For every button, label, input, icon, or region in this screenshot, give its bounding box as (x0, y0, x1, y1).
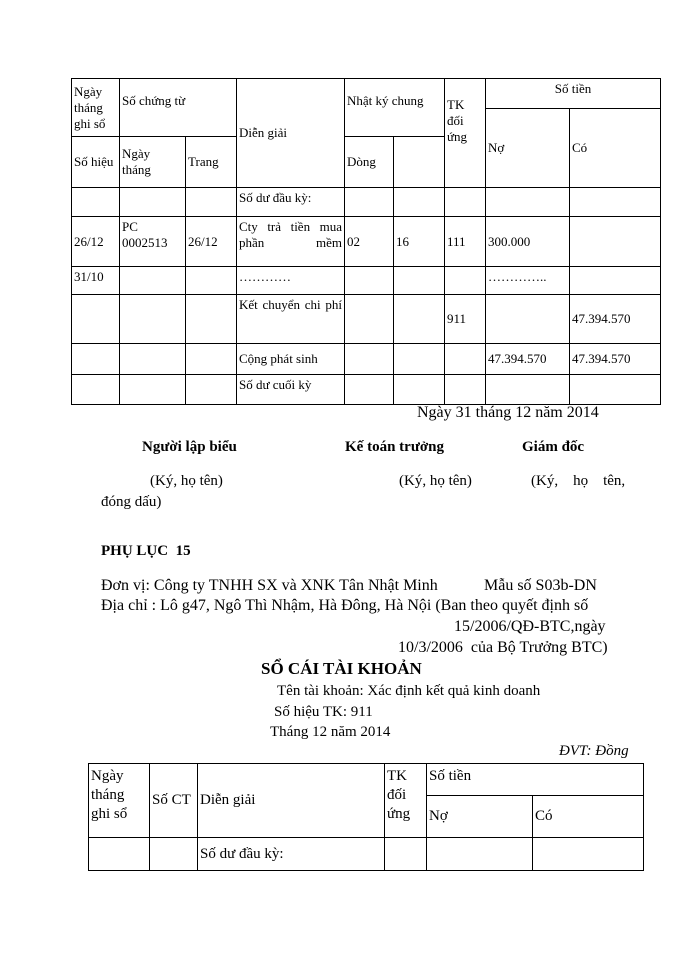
so-cai-title: SỔ CÁI TÀI KHOẢN (261, 659, 422, 678)
row-dien-giai: Số dư cuối kỳ (237, 375, 345, 405)
don-vi-tinh: ĐVT: Đồng (559, 743, 629, 759)
row-dien-giai: Số dư đầu kỳ: (237, 188, 345, 217)
so-hieu-tk: Số hiệu TK: 911 (274, 704, 373, 720)
header-so-hieu: Số hiệu (72, 137, 120, 188)
table-row: Kết chuyển chi phí 911 47.394.570 (72, 295, 661, 344)
table-row (72, 375, 661, 405)
row-dien-giai: Số dư đầu kỳ: (198, 838, 385, 871)
header-dien-giai: Diễn giải (237, 79, 345, 188)
header-so-tien: Số tiền (427, 764, 644, 796)
mau-so: Mẫu số S03b-DN (484, 577, 597, 594)
signature-ke-toan-truong: Kế toán trưởng (345, 439, 444, 455)
appendix-title: PHỤ LỤC 15 (101, 543, 191, 559)
row-dien-giai: ………… (237, 267, 345, 295)
ledger-table-1 (71, 78, 661, 405)
header-no: Nợ (486, 109, 570, 188)
header-no: Nợ (427, 796, 533, 838)
header-so-ct: Số CT (150, 764, 198, 838)
header-ngay-thang-ghi-so: Ngày tháng ghi sổ (89, 764, 150, 838)
table-row: 31/10 ………… ………….. (72, 267, 661, 295)
signature-dong-dau: đóng dấu) (101, 494, 162, 510)
header-co: Có (533, 796, 644, 838)
table-row: 26/12 PC 0002513 26/12 Cty trả tiền mua phần mềm 02 16 111 300.000 (72, 217, 661, 267)
row-dien-giai: Cty trả tiền mua phần mềm (237, 217, 345, 267)
ngay-bo-truong: 10/3/2006 của Bộ Trưởng BTC) (398, 639, 608, 656)
header-trang: Trang (186, 137, 237, 188)
header-so-chung-tu: Số chứng từ (120, 79, 237, 137)
signature-note-1: (Ký, họ tên) (150, 473, 223, 489)
table-row (72, 188, 661, 217)
header-nhat-ky-chung: Nhật ký chung (345, 79, 445, 137)
signature-nguoi-lap-bieu: Người lập biểu (142, 439, 237, 455)
header-ngay-thang: Ngày tháng (120, 137, 186, 188)
header-so-tien: Số tiền (486, 79, 661, 109)
thang-nam: Tháng 12 năm 2014 (270, 724, 391, 740)
header-ngay-thang-ghi-so: Ngày tháng ghi sổ (72, 79, 120, 137)
row-dien-giai: Kết chuyển chi phí (237, 295, 345, 344)
header-dien-giai: Diễn giải (198, 764, 385, 838)
dia-chi-line: Địa chỉ : Lô g47, Ngô Thì Nhậm, Hà Đông, Hà Nội (Ban theo quyết định số (101, 597, 589, 614)
header-dong: Dòng (345, 137, 394, 188)
row-dien-giai: Cộng phát sinh (237, 344, 345, 375)
header-tk-doi-ung: TK đối ứng (385, 764, 427, 838)
table-row (89, 838, 644, 871)
header-tk-doi-ung: TK đối ứng (445, 79, 486, 188)
ledger-table-2 (88, 763, 644, 871)
header-co: Có (570, 109, 661, 188)
table-row: Cộng phát sinh 47.394.570 47.394.570 (72, 344, 661, 375)
ten-tai-khoan: Tên tài khoản: Xác định kết quả kinh doanh (277, 683, 541, 699)
signature-giam-doc: Giám đốc (522, 439, 585, 455)
signature-note-2: (Ký, họ tên) (399, 473, 472, 489)
signature-note-3: (Ký, họ tên, (531, 473, 626, 489)
don-vi-line: Đơn vị: Công ty TNHH SX và XNK Tân Nhật Minh (101, 577, 438, 594)
date-line: Ngày 31 tháng 12 năm 2014 (417, 404, 599, 421)
quyet-dinh: 15/2006/QĐ-BTC,ngày (454, 618, 606, 635)
